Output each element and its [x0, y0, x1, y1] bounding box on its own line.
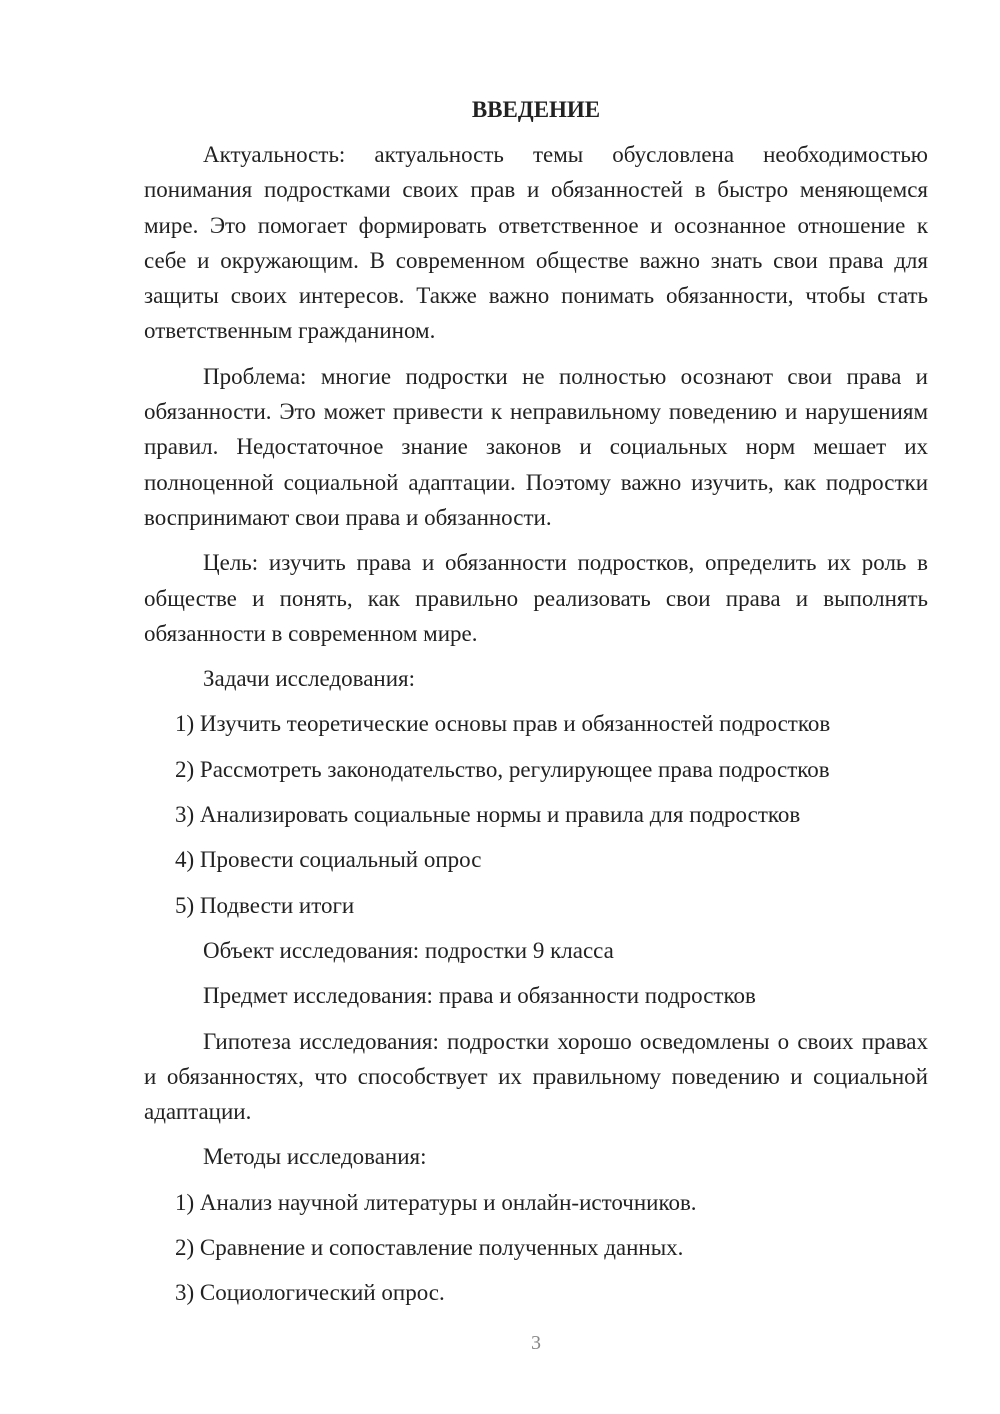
list-item: 2) Сравнение и сопоставление полученных данных.	[175, 1235, 684, 1261]
problem-paragraph: Проблема: многие подростки не полностью осознают свои права и обязанности. Это может привести к неправильному поведению и нарушениям правил. Недостаточное знание законов и социальных норм мешает их полноценной социальной адаптации. Поэтому важно изучить, как подростки воспринимают свои права и обязанности.	[144, 363, 928, 530]
object-line: Объект исследования: подростки 9 класса	[203, 937, 614, 963]
tasks-list	[144, 706, 928, 922]
list-item: 3) Социологический опрос.	[175, 1280, 445, 1306]
list-item: 5) Подвести итоги	[175, 892, 355, 918]
methods-list	[144, 1185, 928, 1311]
page-title: ВВЕДЕНИЕ	[471, 97, 601, 122]
list-item: 1) Анализ научной литературы и онлайн-источников.	[175, 1189, 697, 1215]
page-number: 3	[531, 1332, 541, 1354]
tasks-label: Задачи исследования:	[203, 666, 416, 692]
list-item: 3) Анализировать социальные нормы и правила для подростков	[175, 802, 801, 828]
goal-paragraph: Цель: изучить права и обязанности подростков, определить их роль в обществе и понять, как правильно реализовать свои права и выполнять обязанности в современном мире.	[144, 550, 928, 646]
list-item: 4) Провести социальный опрос	[175, 847, 482, 873]
relevance-paragraph: Актуальность: актуальность темы обусловлена необходимостью понимания подростками своих прав и обязанностей в быстро меняющемся мире. Это помогает формировать ответственное и осознанное отношение к себе и окружающим. В современном обществе важно знать свои права для защиты своих интересов. Также важно понимать обязанности, чтобы стать ответственным гражданином.	[144, 142, 928, 344]
list-item: 1) Изучить теоретические основы прав и обязанностей подростков	[175, 711, 831, 737]
page-content	[144, 92, 928, 1321]
methods-label: Методы исследования:	[203, 1144, 427, 1170]
list-item: 2) Рассмотреть законодательство, регулирующее права подростков	[175, 756, 830, 782]
subject-line: Предмет исследования: права и обязанности подростков	[203, 983, 756, 1009]
hypothesis-paragraph: Гипотеза исследования: подростки хорошо осведомлены о своих правах и обязанностях, что способствует их правильному поведению и социальной адаптации.	[144, 1028, 928, 1125]
